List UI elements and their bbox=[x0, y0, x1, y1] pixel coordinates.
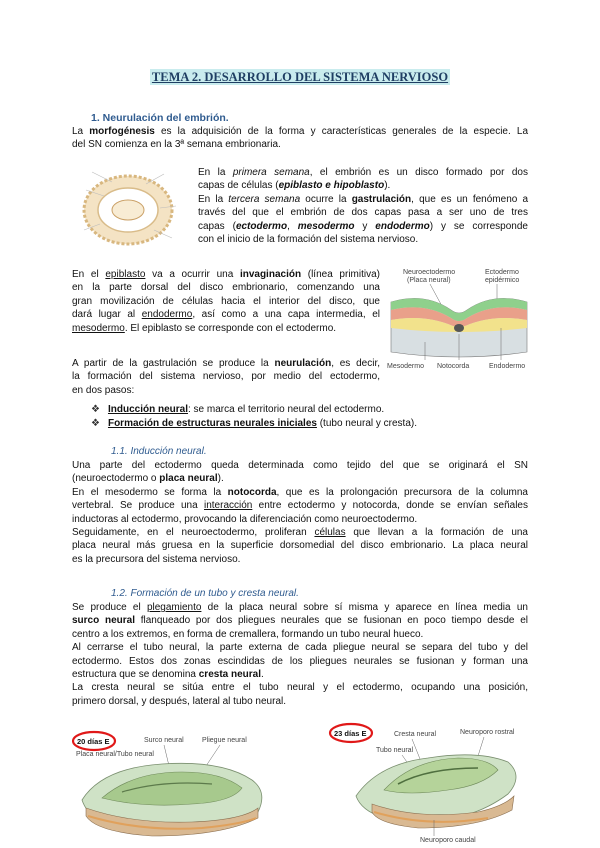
text-line: mesodermo. El epiblasto se corresponde con el ectodermo. bbox=[72, 322, 337, 334]
text-line: del SN comienza en la 3ª semana embrionaria. bbox=[72, 139, 281, 151]
label-surco-neural: Surco neural bbox=[144, 737, 184, 744]
label-endodermo: Endodermo bbox=[489, 363, 526, 370]
paragraph-semanas bbox=[198, 166, 528, 246]
text-line: es la precursora del sistema nervioso. bbox=[72, 553, 241, 565]
badge-20-dias: 20 días E bbox=[77, 737, 110, 746]
label-tubo-neural: Tubo neural bbox=[376, 747, 414, 754]
label-neuroporo-caudal: Neuroporo caudal bbox=[420, 837, 476, 844]
text-line: ectodermo. Estos dos zonas escindidas de los pliegues neurales se fusionan y forman una bbox=[72, 655, 528, 667]
text-line: centro a los extremos, en forma de cremallera, formando un tubo neural hueco. bbox=[72, 628, 424, 640]
text-line: Seguidamente, en el neuroectodermo, proliferan células que llevan a la formación de una bbox=[72, 527, 528, 539]
text-line: placa neural más gruesa en la superficie dorsomedial del disco embrionario. La placa neural bbox=[72, 540, 528, 552]
label-cresta-neural: Cresta neural bbox=[394, 731, 437, 738]
text-line: A partir de la gastrulación se produce la neurulación, es decir, bbox=[72, 358, 380, 369]
text-line: Se produce el plegamiento de la placa neural sobre sí misma y aparece en línea media un bbox=[72, 602, 528, 613]
paragraph-tubo-cresta bbox=[72, 601, 528, 708]
text-line: Al cerrarse el tubo neural, la parte externa de cada pliegue neural se separa del tubo y del bbox=[72, 642, 528, 654]
section-heading-1: 1. Neurulación del embrión. bbox=[91, 112, 229, 124]
label-neuroporo-rostral: Neuroporo rostral bbox=[460, 729, 515, 736]
text-line: dará lugar al endodermo, así como a una capa intermedia, el bbox=[72, 309, 380, 321]
label-mesodermo: Mesodermo bbox=[387, 363, 424, 370]
bullet-item-1: ❖ Inducción neural: se marca el territorio neural del ectodermo. bbox=[91, 404, 385, 415]
label-placa-tubo: Placa neural/Tubo neural bbox=[76, 751, 154, 758]
text-line: estructura que se denomina cresta neural. bbox=[72, 669, 264, 681]
bullet-diamond-icon: ❖ bbox=[91, 404, 100, 415]
text-line: En el epiblasto va a ocurrir una invaginación (línea primitiva) bbox=[72, 269, 380, 280]
text-line: gran movilización de células hacia el interior del disco, que bbox=[72, 295, 380, 307]
paragraph-induccion bbox=[72, 459, 528, 566]
text-line: surco neural flanqueado por dos pliegues neurales que se fusionan en poco tiempo desde el bbox=[72, 615, 528, 627]
paragraph-neurulacion bbox=[72, 357, 380, 397]
text-line: Una parte del ectodermo queda determinada como tejido del que se originará el SN bbox=[72, 460, 528, 471]
embryo-20-days-figure bbox=[72, 728, 282, 843]
text-line: (neuroectodermo o placa neural). bbox=[72, 473, 224, 485]
bullet-diamond-icon: ❖ bbox=[91, 418, 100, 429]
paragraph-epiblasto bbox=[72, 268, 380, 335]
text-line: vertebral. Se produce una interacción entre ectodermo y notocorda, donde se envían señales bbox=[72, 500, 528, 512]
text-line: primero dorsal, y después, lateral al tubo neural. bbox=[72, 695, 287, 707]
text-line: En el mesodermo se forma la notocorda, que es la prolongación precursora de la columna bbox=[72, 486, 528, 498]
text-line: capas (ectodermo, mesodermo y endodermo) y se corresponde bbox=[198, 220, 528, 232]
section-heading-1-1: 1.1. Inducción neural. bbox=[111, 446, 207, 457]
text-line: En la tercera semana ocurre la gastrulación, que es un fenómeno a bbox=[198, 193, 529, 205]
label-notocorda: Notocorda bbox=[437, 363, 470, 370]
text-line: través del que el embrión de dos capas pasa a ser uno de tres bbox=[198, 207, 528, 219]
label-epidermico: epidérmico bbox=[485, 277, 520, 284]
text-line: La cresta neural se sitúa entre el tubo neural y el ectodermo, ocupando una posición, bbox=[72, 682, 528, 694]
page-title bbox=[0, 71, 600, 84]
text-line: en dos pasos: bbox=[72, 384, 135, 396]
text-line: inductoras al ectodermo, provocando la diferenciación como neuroectodermo. bbox=[72, 513, 418, 525]
label-ectodermo: Ectodermo bbox=[485, 269, 519, 276]
bullet-item-2: ❖ Formación de estructuras neurales iniciales (tubo neural y cresta). bbox=[91, 418, 417, 429]
text-line: con el inicio de la formación del sistema nervioso. bbox=[198, 234, 419, 246]
label-neuroectodermo: Neuroectodermo bbox=[403, 269, 456, 276]
paragraph-morfogenesis bbox=[72, 125, 528, 152]
label-pliegue-neural: Pliegue neural bbox=[202, 737, 247, 744]
text-line: la formación del sistema nervioso, por medio del ectodermo, bbox=[72, 371, 380, 383]
text-line: La morfogénesis es la adquisición de la forma y características generales de la especie. La bbox=[72, 126, 529, 137]
text-line: capas de células (epiblasto e hipoblasto). bbox=[198, 180, 391, 192]
section-heading-1-2: 1.2. Formación de un tubo y cresta neural. bbox=[111, 588, 299, 599]
neural-plate-diagram bbox=[385, 262, 533, 374]
badge-23-dias: 23 días E bbox=[334, 729, 367, 738]
text-line: en la parte dorsal del disco embrionario, comenzando una bbox=[72, 282, 380, 294]
label-placa-neural: (Placa neural) bbox=[407, 277, 451, 284]
embryo-disc-illustration bbox=[72, 160, 190, 258]
text-line: En la primera semana, el embrión es un disco formado por dos bbox=[198, 167, 528, 178]
embryo-23-days-figure bbox=[328, 720, 538, 844]
page-title-text: TEMA 2. DESARROLLO DEL SISTEMA NERVIOSO bbox=[151, 70, 449, 84]
